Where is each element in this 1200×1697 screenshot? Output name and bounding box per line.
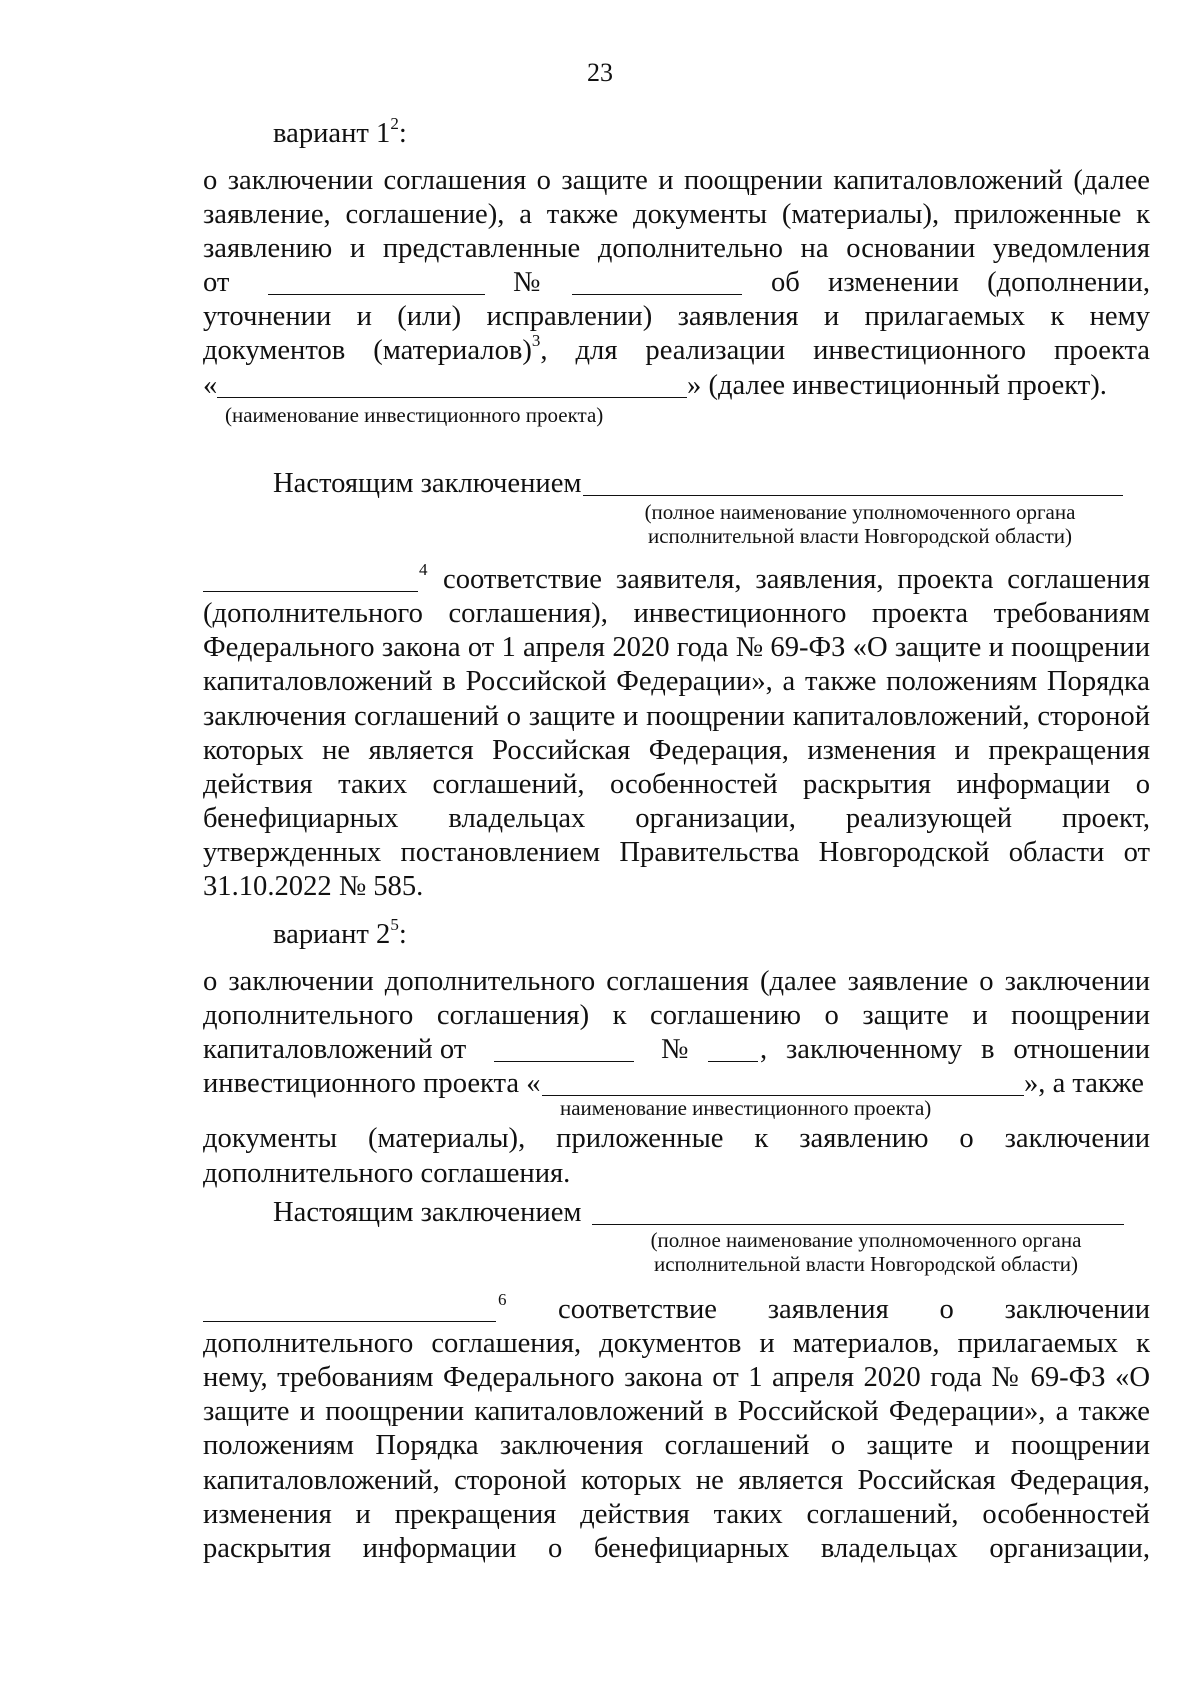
v2-number-blank-line (708, 1061, 758, 1062)
c1-caption-line-2: исполнительной власти Новгородской области) (647, 524, 1073, 548)
project-name-blank-line (217, 397, 687, 398)
c1-body-line: (дополнительного соглашения), инвестиционного проекта требованиям (203, 598, 1150, 629)
c1-result-blank-line (203, 591, 418, 592)
v1-line-3: заявлению и представленные дополнительно на основании уведомления (203, 233, 1150, 264)
variant-1-heading (273, 114, 407, 151)
v1-line-6-a: документов (материалов) (203, 335, 532, 366)
c1-body-line: утвержденных постановлением Правительства Новгородской области от (203, 837, 1150, 868)
v1-line-1: о заключении соглашения о защите и поощрении капиталовложений (далее (203, 165, 1150, 196)
footnote-ref-5: 5 (390, 915, 399, 935)
c1-body-line: действия таких соглашений, особенностей раскрытия информации о (203, 769, 1150, 800)
v1-project-caption: (наименование инвестиционного проекта) (225, 403, 604, 427)
v2-line-1: о заключении дополнительного соглашения (далее заявление о заключении (203, 966, 1150, 997)
c1-body-line: Федерального закона от 1 апреля 2020 года № 69-ФЗ «О защите и поощрении (203, 632, 1150, 663)
v2-line-2: дополнительного соглашения) к соглашению о защите и поощрении (203, 1000, 1150, 1031)
v2-line-3-b: , заключенному в отношении (760, 1034, 1150, 1065)
v2-line-4-a: инвестиционного проекта « (203, 1068, 541, 1099)
v1-line-4-from: от (203, 267, 230, 298)
c2-authority-blank-line (592, 1224, 1124, 1225)
c1-authority-blank-line (583, 495, 1123, 496)
c1-label: Настоящим заключением (273, 468, 582, 499)
c2-body-line: раскрытия информации о бенефициарных владельцах организации, (203, 1533, 1150, 1564)
variant-2-heading (273, 915, 407, 952)
c2-body-line: изменения и прекращения действия таких соглашений, особенностей (203, 1499, 1150, 1530)
v1-line-7-close: » (далее инвестиционный проект). (687, 370, 1107, 401)
variant-1-label: вариант 1 (273, 118, 391, 149)
footnote-ref-3: 3 (531, 331, 541, 351)
v2-project-caption: наименование инвестиционного проекта) (560, 1096, 932, 1120)
v2-line-3-number-sign: № (661, 1034, 689, 1065)
c1-body-line: заключения соглашений о защите и поощрении капиталовложений, стороной (203, 701, 1150, 732)
c1-caption-line-1: (полное наименование уполномоченного органа (644, 500, 1076, 524)
c1-body-line: бенефициарных владельцах организации, реализующей проект, (203, 803, 1150, 834)
c2-body-line: положениям Порядка заключения соглашений о защите и поощрении (203, 1430, 1150, 1461)
c2-body-line: капиталовложений, стороной которых не является Российская Федерация, (203, 1465, 1150, 1496)
variant-2-label: вариант 2 (273, 919, 391, 950)
v1-line-4-rest: об изменении (дополнении, (771, 267, 1150, 298)
c2-line-1-rest: соответствие заявления о заключении (558, 1294, 1150, 1325)
v2-line-4-b: », а также (1024, 1068, 1144, 1099)
c1-body-line: которых не является Российская Федерация, изменения и прекращения (203, 735, 1150, 766)
c2-caption-line-1: (полное наименование уполномоченного органа (650, 1228, 1082, 1252)
c1-line-1-rest: соответствие заявителя, заявления, проекта соглашения (443, 564, 1150, 595)
v1-line-7-open-quote: « (203, 370, 218, 401)
footnote-ref-4: 4 (419, 560, 428, 579)
v2-line-5: документы (материалы), приложенные к заявлению о заключении (203, 1123, 1150, 1154)
c1-body-line: 31.10.2022 № 585. (203, 871, 424, 902)
c2-caption-line-2: исполнительной власти Новгородской области) (653, 1252, 1079, 1276)
c2-result-blank-line (203, 1321, 496, 1322)
variant-2-colon: : (398, 919, 407, 950)
c2-label: Настоящим заключением (273, 1197, 582, 1228)
footnote-ref-2: 2 (390, 114, 399, 134)
v2-line-3-a: капиталовложений от (203, 1034, 467, 1065)
page-number: 23 (587, 58, 613, 87)
v1-line-6-b: , для реализации инвестиционного проекта (540, 335, 1150, 366)
date-blank-line (268, 294, 485, 295)
c2-body-line: защите и поощрении капиталовложений в Российской Федерации», а также (203, 1396, 1150, 1427)
footnote-ref-6: 6 (498, 1290, 507, 1309)
v1-line-2: заявление, соглашение), а также документы (материалы), приложенные к (203, 199, 1150, 230)
v2-date-blank-line (494, 1061, 634, 1062)
c1-body-line: капиталовложений в Российской Федерации», а также положениям Порядка (203, 666, 1150, 697)
c2-body-line: нему, требованиям Федерального закона от 1 апреля 2020 года № 69-ФЗ «О (203, 1362, 1150, 1393)
v1-line-5: уточнении и (или) исправлении) заявления и прилагаемых к нему (203, 301, 1150, 332)
variant-1-colon: : (398, 118, 407, 149)
number-blank-line (572, 294, 742, 295)
v2-line-6: дополнительного соглашения. (203, 1158, 571, 1189)
v1-line-4-number-sign: № (513, 267, 541, 298)
v1-line-6 (203, 331, 1150, 368)
c2-body-line: дополнительного соглашения, документов и материалов, прилагаемых к (203, 1328, 1150, 1359)
